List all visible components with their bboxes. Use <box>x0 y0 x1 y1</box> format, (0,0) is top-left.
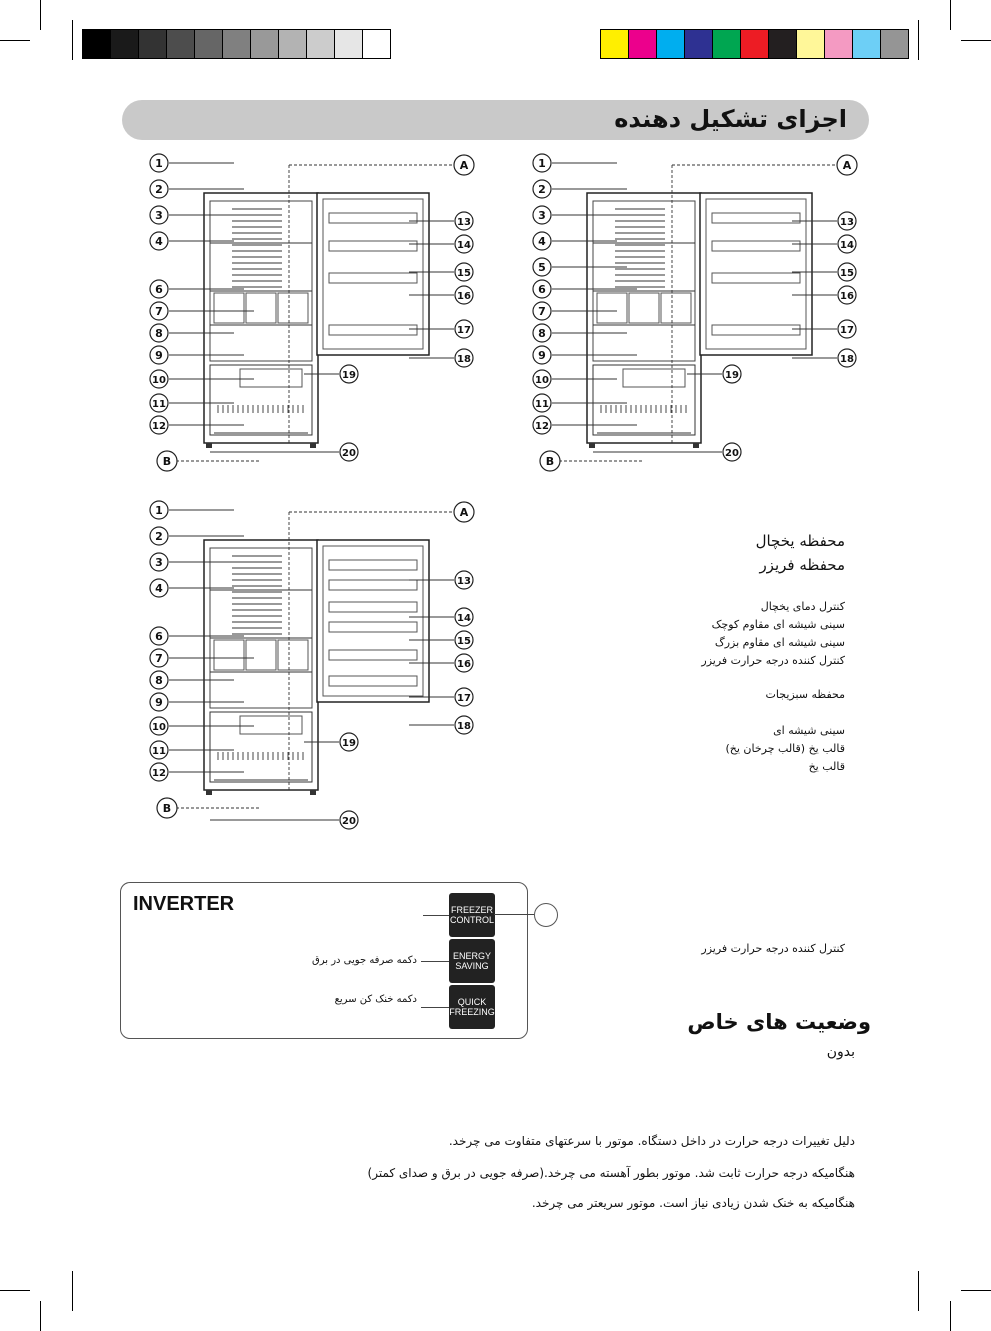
callout-10: 10 <box>535 375 549 386</box>
fridge-foot <box>310 443 316 448</box>
callout-15: 15 <box>457 268 471 279</box>
label-b: B <box>162 455 172 468</box>
fridge-foot <box>310 790 316 795</box>
callout-8: 8 <box>155 327 163 340</box>
legend-item: سینی شیشه ای <box>773 724 845 737</box>
callout-12: 12 <box>152 421 166 432</box>
callout-4: 4 <box>155 582 163 595</box>
section-line: هنگامیکه به خنک شدن زیادی نیاز است. موتور سریعتر می چرخد. <box>531 1196 855 1210</box>
callout-20: 20 <box>342 816 356 827</box>
callout-14: 14 <box>840 240 854 251</box>
crop-mark <box>72 1271 73 1311</box>
callout-6: 6 <box>155 630 163 643</box>
callout-13: 13 <box>457 217 471 228</box>
fridge-foot <box>589 443 595 448</box>
callout-8: 8 <box>538 327 546 340</box>
callout-10: 10 <box>152 722 166 733</box>
label-a: A <box>842 159 852 172</box>
callout-4: 4 <box>538 235 546 248</box>
fridge-foot <box>206 443 212 448</box>
legend-heading-fridge: محفظه یخچال <box>755 532 845 550</box>
callout-10: 10 <box>152 375 166 386</box>
callout-7: 7 <box>155 652 163 665</box>
energy-saving-button[interactable]: ENERGY SAVING <box>449 939 495 983</box>
energy-saving-label: دکمه صرفه جویی در برق <box>311 955 417 966</box>
control-panel <box>120 882 528 1039</box>
callout-16: 16 <box>840 291 854 302</box>
callout-16: 16 <box>457 659 471 670</box>
callout-13: 13 <box>840 217 854 228</box>
section-title: وضعیت های خاص <box>687 1010 871 1034</box>
legend-item: کنترل دمای یخچال <box>760 600 845 613</box>
callout-3: 3 <box>155 209 163 222</box>
callout-7: 7 <box>538 305 546 318</box>
crop-mark <box>950 1301 951 1331</box>
legend-item: قالب یخ (قالب چرخان یخ) <box>725 742 845 755</box>
callout-3: 3 <box>538 209 546 222</box>
quick-freezing-button[interactable]: QUICK FREEZING <box>449 985 495 1029</box>
callout-16: 16 <box>457 291 471 302</box>
callout-19: 19 <box>725 370 739 381</box>
callout-1: 1 <box>538 157 546 170</box>
legend-item: قالب یخ <box>808 760 845 773</box>
fridge-foot <box>206 790 212 795</box>
fridge-foot <box>693 443 699 448</box>
callout-12: 12 <box>152 768 166 779</box>
callout-11: 11 <box>535 399 549 410</box>
callout-17: 17 <box>840 325 854 336</box>
callout-6: 6 <box>538 283 546 296</box>
fridge-door <box>317 540 429 702</box>
callout-9: 9 <box>155 349 163 362</box>
callout-5: 5 <box>538 261 546 274</box>
legend-item: کنترل کننده درجه حرارت فریزر <box>701 654 845 667</box>
callout-2: 2 <box>538 183 546 196</box>
leader-line <box>494 914 534 915</box>
callout-circle <box>534 903 558 927</box>
crop-mark <box>40 1301 41 1331</box>
callout-3: 3 <box>155 556 163 569</box>
freezer-control-button[interactable]: FREEZER CONTROL <box>449 893 495 937</box>
panel-side-label: کنترل کننده درجه حرارت فریزر <box>701 942 845 955</box>
callout-19: 19 <box>342 370 356 381</box>
page-title: اجزای تشکیل دهنده <box>614 105 847 133</box>
crop-mark <box>961 1290 991 1291</box>
callout-14: 14 <box>457 240 471 251</box>
callout-20: 20 <box>725 448 739 459</box>
leader-line <box>421 961 449 962</box>
callout-17: 17 <box>457 325 471 336</box>
callout-11: 11 <box>152 746 166 757</box>
fridge-body <box>204 193 318 443</box>
callout-18: 18 <box>840 354 854 365</box>
label-a: A <box>459 506 469 519</box>
crop-mark <box>0 1290 30 1291</box>
section-line: هنگامیکه درجه حرارت ثابت شد. موتور بطور آهسته می چرخد.(صرفه جویی در برق و صدای کمتر) <box>367 1166 855 1180</box>
callout-1: 1 <box>155 157 163 170</box>
callout-2: 2 <box>155 530 163 543</box>
callout-19: 19 <box>342 738 356 749</box>
leader-line <box>421 1007 449 1008</box>
callout-7: 7 <box>155 305 163 318</box>
callout-4: 4 <box>155 235 163 248</box>
callout-2: 2 <box>155 183 163 196</box>
callout-6: 6 <box>155 283 163 296</box>
callout-15: 15 <box>840 268 854 279</box>
callout-20: 20 <box>342 448 356 459</box>
crop-mark <box>918 1271 919 1311</box>
legend-item: سینی شیشه ای مقاوم بزرگ <box>714 636 845 649</box>
callout-1: 1 <box>155 504 163 517</box>
callout-9: 9 <box>155 696 163 709</box>
legend-heading-freezer: محفظه فریزر <box>759 556 845 574</box>
callout-13: 13 <box>457 576 471 587</box>
section-subtitle: بدون <box>826 1044 855 1060</box>
quick-freezing-label: دکمه خنک کن سریع <box>334 994 417 1005</box>
callout-18: 18 <box>457 354 471 365</box>
fridge-body <box>204 540 318 790</box>
fridge-door <box>700 193 812 355</box>
fridge-door <box>317 193 429 355</box>
fridge-body <box>587 193 701 443</box>
leader-line <box>423 915 449 916</box>
callout-17: 17 <box>457 693 471 704</box>
label-b: B <box>162 802 172 815</box>
callout-18: 18 <box>457 721 471 732</box>
callout-11: 11 <box>152 399 166 410</box>
callout-14: 14 <box>457 613 471 624</box>
legend-item: سینی شیشه ای مقاوم کوچک <box>711 618 845 631</box>
section-line: دلیل تغییرات درجه حرارت در داخل دستگاه. موتور با سرعتهای متفاوت می چرخد. <box>448 1134 855 1148</box>
label-b: B <box>545 455 555 468</box>
inverter-title: INVERTER <box>133 893 235 915</box>
callout-9: 9 <box>538 349 546 362</box>
legend-heading-vegetable: محفظه سبزیجات <box>765 688 845 701</box>
label-a: A <box>459 159 469 172</box>
callout-15: 15 <box>457 636 471 647</box>
callout-12: 12 <box>535 421 549 432</box>
callout-8: 8 <box>155 674 163 687</box>
